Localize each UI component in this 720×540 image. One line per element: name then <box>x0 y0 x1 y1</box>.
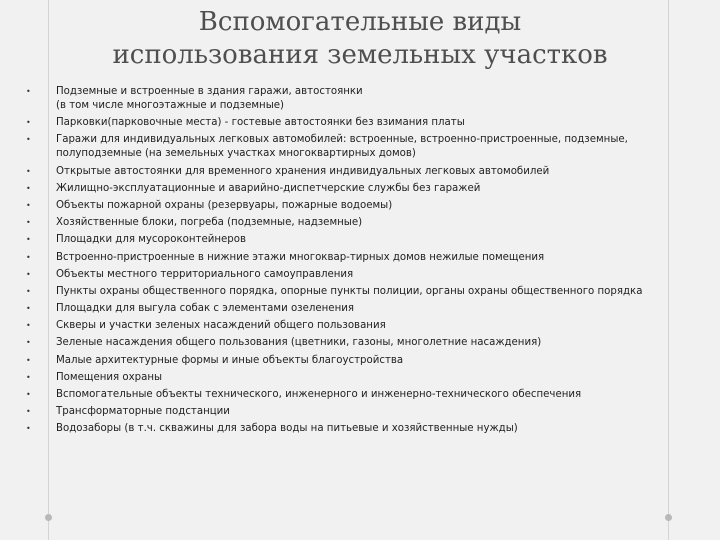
bullet-icon: • <box>26 286 31 296</box>
list-item <box>26 233 666 247</box>
list-item-text: Трансформаторные подстанции <box>56 406 230 418</box>
list-item-text: Объекты пожарной охраны (резервуары, пожарные водоемы) <box>56 199 393 211</box>
bullet-list <box>26 85 666 440</box>
list-item-text: Объекты местного территориального самоуправления <box>56 268 354 280</box>
bullet-icon: • <box>26 118 31 128</box>
list-item-text: Парковки(парковочные места) - гостевые автостоянки без взимания платы <box>56 117 465 129</box>
list-item <box>26 422 666 436</box>
bullet-icon: • <box>26 304 31 314</box>
list-item <box>26 371 666 385</box>
bullet-icon: • <box>26 424 31 434</box>
bullet-icon: • <box>26 135 31 145</box>
bullet-icon: • <box>26 355 31 365</box>
list-item <box>26 302 666 316</box>
bullet-icon: • <box>26 390 31 399</box>
bullet-icon: • <box>26 252 31 262</box>
bottom-left-dot-ornament <box>45 514 52 521</box>
list-item-text: Водозаборы (в т.ч. скважины для забора воды на питьевые и хозяйственные нужды) <box>56 423 518 435</box>
list-item-text: Открытые автостоянки для временного хранения индивидуальных легковых автомобилей <box>56 165 550 177</box>
list-item <box>26 319 666 333</box>
list-item <box>26 199 666 213</box>
list-item-text: Помещения охраны <box>56 371 163 383</box>
list-item <box>26 388 666 402</box>
title-line-1: Вспомогательные виды <box>198 7 522 37</box>
list-item-text: Встроенно-пристроенные в нижние этажи многоквар-тирных домов нежилые помещения <box>56 251 545 263</box>
bullet-icon: • <box>26 166 31 176</box>
list-item-text: Пункты охраны общественного порядка, опорные пункты полиции, органы охраны общественного порядка <box>56 285 643 297</box>
list-item <box>26 268 666 282</box>
bullet-icon: • <box>26 321 31 331</box>
list-item <box>26 133 666 161</box>
slide-title <box>60 6 660 72</box>
list-item <box>26 85 666 113</box>
bullet-icon: • <box>26 372 31 382</box>
list-item <box>26 182 666 196</box>
list-item <box>26 354 666 368</box>
bullet-icon: • <box>26 235 31 245</box>
list-item <box>26 336 666 350</box>
list-item-text: Скверы и участки зеленых насаждений общего пользования <box>56 320 386 332</box>
list-item-text: Хозяйственные блоки, погреба (подземные, надземные) <box>56 217 363 229</box>
bullet-icon: • <box>26 218 31 228</box>
bullet-icon: • <box>26 87 31 96</box>
bullet-icon: • <box>26 407 31 417</box>
list-item-text: Площадки для мусороконтейнеров <box>56 234 246 246</box>
bullet-icon: • <box>26 269 31 279</box>
list-item <box>26 165 666 179</box>
list-item-text: Гаражи для индивидуальных легковых автомобилей: встроенные, встроенно-пристроенные, подземные, полуподземные (на земельных участках многоквартирных домов) <box>56 134 628 160</box>
list-item <box>26 116 666 130</box>
bullet-icon: • <box>26 338 31 348</box>
list-item-text: Жилищно-эксплуатационные и аварийно-диспетчерские службы без гаражей <box>56 182 481 194</box>
right-divider-line <box>668 0 669 540</box>
bottom-right-dot-ornament <box>665 514 672 521</box>
list-item <box>26 285 666 299</box>
title-line-2: использования земельных участков <box>112 40 608 70</box>
list-item-text: Малые архитектурные формы и иные объекты благоустройства <box>56 354 404 366</box>
list-item <box>26 405 666 419</box>
list-item-text: Зеленые насаждения общего пользования (цветники, газоны, многолетние насаждения) <box>56 337 542 349</box>
list-item-text: Подземные и встроенные в здания гаражи, автостоянки (в том числе многоэтажные и подземные) <box>56 86 363 111</box>
bullet-icon: • <box>26 200 31 210</box>
list-item <box>26 216 666 230</box>
list-item-text: Вспомогательные объекты технического, инженерного и инженерно-технического обеспечения <box>56 389 582 400</box>
list-item <box>26 251 666 265</box>
list-item-text: Площадки для выгула собак с элементами озеленения <box>56 303 354 315</box>
bullet-icon: • <box>26 183 31 193</box>
